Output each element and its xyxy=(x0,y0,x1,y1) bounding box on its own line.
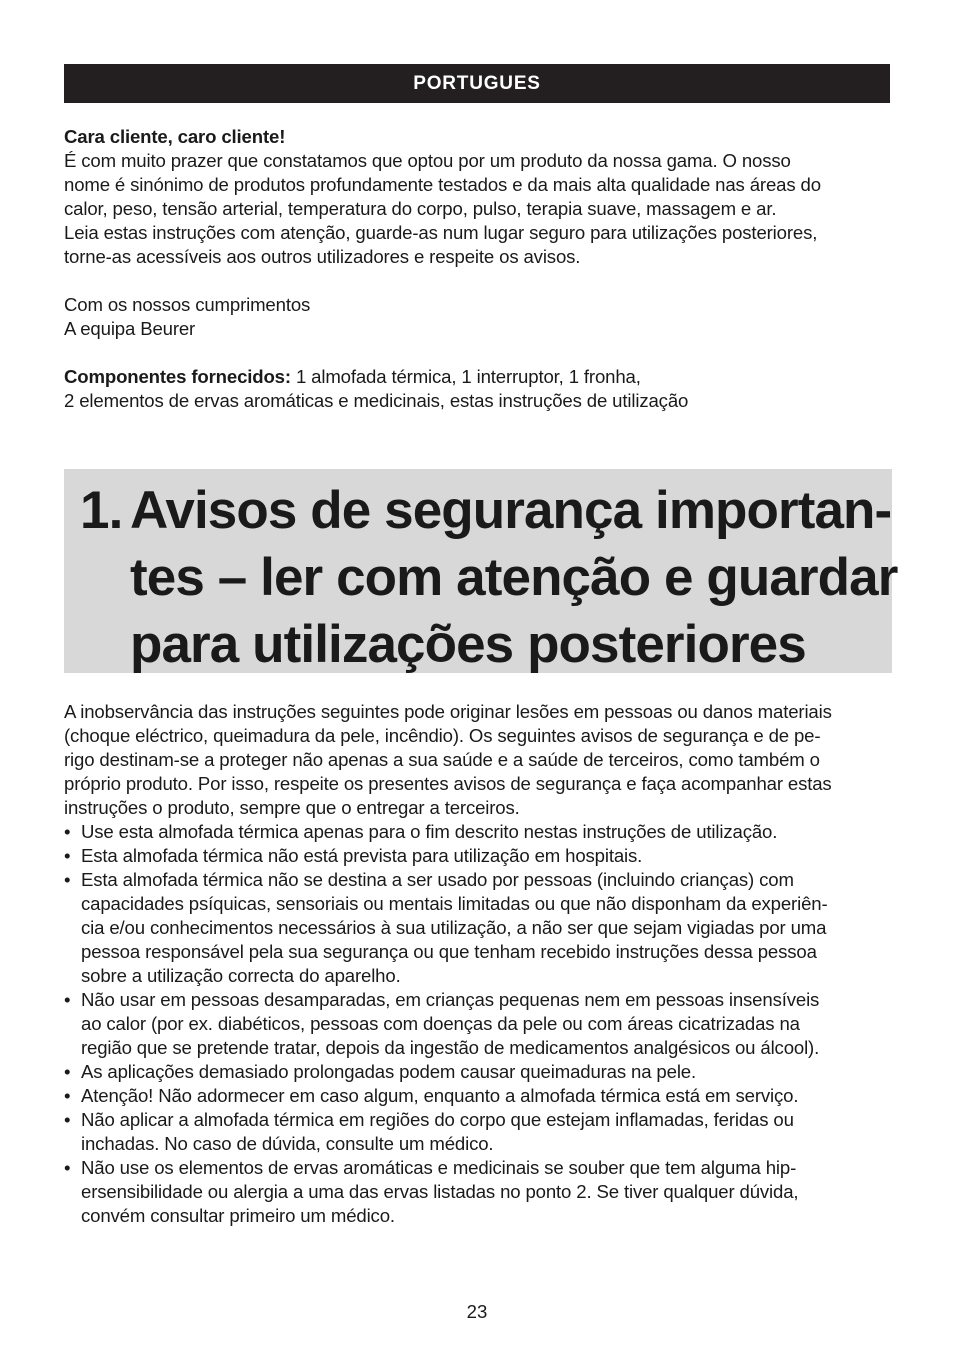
bullet-item xyxy=(64,1084,894,1108)
bullet-dot-icon: • xyxy=(64,821,71,842)
bullet-dot-icon: • xyxy=(64,1157,71,1178)
bullet-line: Não usar em pessoas desamparadas, em crianças pequenas nem em pessoas insensíveis xyxy=(81,989,820,1010)
section-number: 1. xyxy=(80,481,123,540)
components-text: 1 almofada térmica, 1 interruptor, 1 fronha, xyxy=(290,366,641,387)
bullet-line: região que se pretende tratar, depois da ingestão de medicamentos analgésicos ou álcool). xyxy=(81,1037,820,1058)
language-label: PORTUGUES xyxy=(413,73,541,94)
bullet-item xyxy=(64,868,894,988)
section-title xyxy=(130,477,898,678)
intro-line: Leia estas instruções com atenção, guarde-as num lugar seguro para utilizações posteriores, xyxy=(64,222,818,243)
intro-paragraph xyxy=(64,149,894,269)
greeting: Cara cliente, caro cliente! xyxy=(64,126,286,147)
bullet-line: ao calor (por ex. diabéticos, pessoas com doenças da pele ou com áreas cicatrizadas na xyxy=(81,1013,800,1034)
bullet-line: convém consultar primeiro um médico. xyxy=(81,1205,395,1226)
paragraph-line: rigo destinam-se a proteger não apenas a sua saúde e a saúde de terceiros, como também o xyxy=(64,749,820,770)
section-heading-box xyxy=(64,469,898,674)
bullet-line: cia e/ou conhecimentos necessários à sua utilização, a não ser que sejam vigiadas por uma xyxy=(81,917,827,938)
bullet-line: Esta almofada térmica não está prevista para utilização em hospitais. xyxy=(81,845,643,866)
bullet-item xyxy=(64,820,894,844)
components-label: Componentes fornecidos: xyxy=(64,366,291,387)
section-title-line: Avisos de segurança importan- xyxy=(130,481,892,540)
closing: Com os nossos cumprimentos xyxy=(64,294,311,315)
bullet-line: Não use os elementos de ervas aromáticas e medicinais se souber que tem alguma hip- xyxy=(81,1157,797,1178)
bullet-dot-icon: • xyxy=(64,1109,71,1130)
safety-text xyxy=(64,700,894,1228)
signature: A equipa Beurer xyxy=(64,318,196,339)
bullet-item xyxy=(64,844,894,868)
components-line-2: 2 elementos de ervas aromáticas e medicinais, estas instruções de utilização xyxy=(64,390,689,411)
section-title-line: para utilizações posteriores xyxy=(130,615,806,674)
bullet-item xyxy=(64,1108,894,1156)
paragraph-line: instruções o produto, sempre que o entregar a terceiros. xyxy=(64,797,520,818)
bullet-line: Esta almofada térmica não se destina a ser usado por pessoas (incluindo crianças) com xyxy=(81,869,794,890)
intro-line: torne-as acessíveis aos outros utilizadores e respeite os avisos. xyxy=(64,246,581,267)
bullet-line: Atenção! Não adormecer em caso algum, enquanto a almofada térmica está em serviço. xyxy=(81,1085,799,1106)
bullet-dot-icon: • xyxy=(64,1061,71,1082)
components-line xyxy=(64,365,894,389)
bullet-item xyxy=(64,988,894,1060)
bullet-line: sobre a utilização correcta do aparelho. xyxy=(81,965,401,986)
language-header-bar xyxy=(64,64,890,103)
section-title-line: tes – ler com atenção e guardar xyxy=(130,548,898,607)
safety-bullet-list xyxy=(64,820,894,1228)
bullet-line: inchadas. No caso de dúvida, consulte um médico. xyxy=(81,1133,494,1154)
bullet-line: capacidades psíquicas, sensoriais ou mentais limitadas ou que não disponham da experiên- xyxy=(81,893,828,914)
intro-line: nome é sinónimo de produtos profundamente testados e da mais alta qualidade nas áreas do xyxy=(64,174,821,195)
intro-line: calor, peso, tensão arterial, temperatura do corpo, pulso, terapia suave, massagem e ar. xyxy=(64,198,777,219)
bullet-dot-icon: • xyxy=(64,1085,71,1106)
bullet-dot-icon: • xyxy=(64,869,71,890)
bullet-item xyxy=(64,1156,894,1228)
intro-section xyxy=(64,125,894,413)
intro-line: É com muito prazer que constatamos que optou por um produto da nossa gama. O nosso xyxy=(64,150,791,171)
bullet-line: ersensibilidade ou alergia a uma das ervas listadas no ponto 2. Se tiver qualquer dúvida, xyxy=(81,1181,799,1202)
bullet-dot-icon: • xyxy=(64,989,71,1010)
paragraph-line: próprio produto. Por isso, respeite os presentes avisos de segurança e faça acompanhar estas xyxy=(64,773,832,794)
bullet-dot-icon: • xyxy=(64,845,71,866)
safety-intro-paragraph xyxy=(64,700,894,820)
paragraph-line: (choque eléctrico, queimadura da pele, incêndio). Os seguintes avisos de segurança e de pe- xyxy=(64,725,821,746)
bullet-item xyxy=(64,1060,894,1084)
paragraph-line: A inobservância das instruções seguintes pode originar lesões em pessoas ou danos materiais xyxy=(64,701,832,722)
bullet-line: Não aplicar a almofada térmica em regiões do corpo que estejam inflamadas, feridas ou xyxy=(81,1109,794,1130)
page-number: 23 xyxy=(466,1301,488,1322)
bullet-line: Use esta almofada térmica apenas para o fim descrito nestas instruções de utilização. xyxy=(81,821,778,842)
bullet-line: As aplicações demasiado prolongadas podem causar queimaduras na pele. xyxy=(81,1061,697,1082)
bullet-line: pessoa responsável pela sua segurança ou que tenham recebido instruções dessa pessoa xyxy=(81,941,817,962)
